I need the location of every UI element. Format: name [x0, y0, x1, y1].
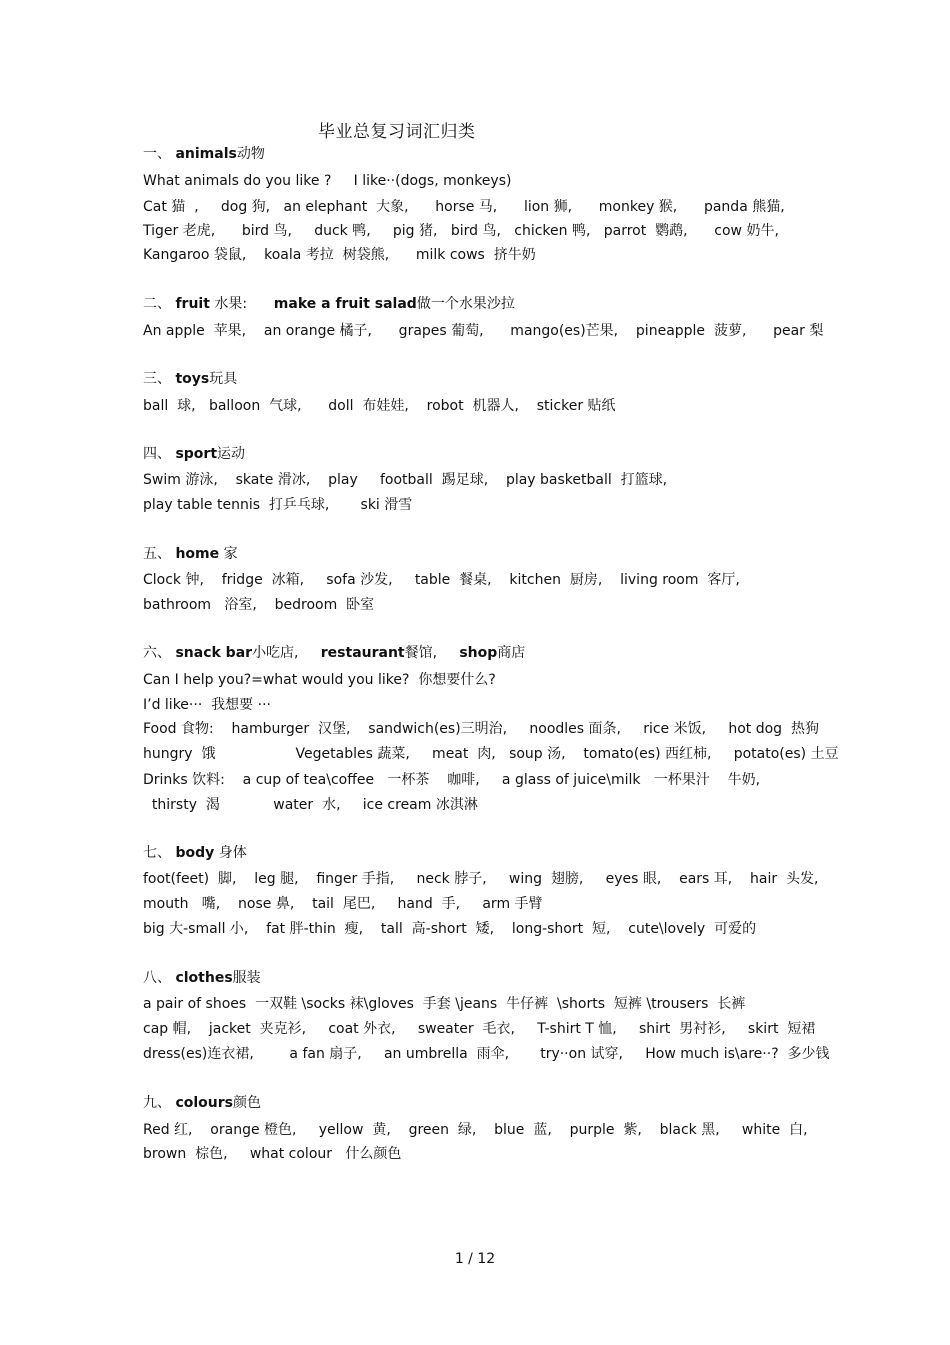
text-line: ball 球, balloon 气球, doll 布娃娃, robot 机器人, sticker 贴纸 [143, 398, 616, 414]
section-keyword-tertiary: shop [459, 645, 498, 661]
section-heading-sport [143, 445, 245, 463]
section-number: 八、 [143, 970, 176, 986]
text-line: Clock 钟, fridge 冰箱, sofa 沙发, table 餐桌, kitchen 厨房, living room 客厅, [143, 572, 740, 588]
section-chinese: 身体 [214, 845, 247, 861]
text-line: Drinks 饮料: a cup of tea\coffee 一杯茶 咖啡, a glass of juice\milk 一杯果汁 牛奶, [143, 772, 761, 788]
text-line: mouth 嘴, nose 鼻, tail 尾巴, hand 手, arm 手臂 [143, 896, 543, 912]
section-keyword: fruit [175, 296, 210, 312]
section-keyword: clothes [175, 970, 233, 986]
section-chinese: 服装 [232, 970, 261, 986]
section-number: 三、 [143, 371, 176, 387]
text-line: What animals do you like ? I like··(dogs, monkeys) [143, 173, 512, 189]
section-number: 七、 [143, 845, 176, 861]
section-keyword: animals [175, 146, 237, 162]
text-line: brown 棕色, what colour 什么颜色 [143, 1146, 402, 1162]
document-title: 毕业总复习词汇归类 [318, 122, 476, 142]
section-chinese: 水果: [209, 296, 274, 312]
section-keyword: body [175, 845, 215, 861]
text-line: Kangaroo 袋鼠, koala 考拉 树袋熊, milk cows 挤牛奶 [143, 247, 536, 263]
text-line: Can I help you?=what would you like? 你想要什么? [143, 672, 496, 688]
section-keyword-secondary: make a fruit salad [273, 296, 417, 312]
section-heading-snack-bar [143, 644, 525, 662]
section-keyword: colours [175, 1095, 233, 1111]
section-heading-toys [143, 370, 237, 388]
section-chinese: 颜色 [233, 1095, 261, 1111]
text-line: big 大-small 小, fat 胖-thin 瘦, tall 高-short 矮, long-short 短, cute\lovely 可爱的 [143, 921, 757, 937]
section-number: 六、 [143, 645, 176, 661]
text-line: An apple 苹果, an orange 橘子, grapes 葡萄, mango(es)芒果, pineapple 菠萝, pear 梨 [143, 323, 824, 339]
section-chinese: 玩具 [209, 371, 238, 387]
section-heading-colours [143, 1094, 261, 1112]
section-number: 九、 [143, 1095, 176, 1111]
text-line: foot(feet) 脚, leg 腿, finger 手指, neck 脖子, wing 翅膀, eyes 眼, ears 耳, hair 头发, [143, 871, 819, 887]
section-heading-fruit [143, 295, 515, 313]
section-keyword: sport [175, 446, 218, 462]
text-line: dress(es)连衣裙, a fan 扇子, an umbrella 雨伞, try··on 试穿, How much is\are··? 多少钱 [143, 1046, 830, 1062]
section-keyword: home [175, 546, 220, 562]
text-line: cap 帽, jacket 夹克衫, coat 外衣, sweater 毛衣, T-shirt T 恤, shirt 男衬衫, skirt 短裙 [143, 1021, 816, 1037]
text-line: Red 红, orange 橙色, yellow 黄, green 绿, blue 蓝, purple 紫, black 黑, white 白, [143, 1122, 808, 1138]
text-line: bathroom 浴室, bedroom 卧室 [143, 597, 375, 613]
section-chinese: 动物 [236, 146, 265, 162]
section-heading-home [143, 545, 238, 563]
section-heading-clothes [143, 969, 261, 987]
section-keyword: toys [175, 371, 210, 387]
section-chinese: 家 [219, 546, 238, 562]
section-heading-body [143, 844, 247, 862]
section-chinese: 运动 [217, 446, 246, 462]
text-line: I’d like··· 我想要 ··· [143, 697, 271, 713]
section-chinese-secondary: 做一个水果沙拉 [416, 296, 515, 312]
text-line: Swim 游泳, skate 滑冰, play football 踢足球, play basketball 打篮球, [143, 472, 668, 488]
section-number: 一、 [143, 146, 176, 162]
section-heading-animals [143, 145, 265, 163]
text-line: Tiger 老虎, bird 鸟, duck 鸭, pig 猪, bird 鸟, chicken 鸭, parrot 鹦鹉, cow 奶牛, [143, 223, 779, 239]
text-line: Food 食物: hamburger 汉堡, sandwich(es)三明治, noodles 面条, rice 米饭, hot dog 热狗 [143, 721, 819, 737]
section-number: 四、 [143, 446, 176, 462]
text-line: play table tennis 打乒乓球, ski 滑雪 [143, 497, 413, 513]
text-line: thirsty 渴 water 水, ice cream 冰淇淋 [143, 797, 478, 813]
section-chinese-secondary: 餐馆, [404, 645, 460, 661]
text-line: a pair of shoes 一双鞋 \socks 袜\gloves 手套 \jeans 牛仔裤 \shorts 短裤 \trousers 长裤 [143, 996, 746, 1012]
section-number: 二、 [143, 296, 176, 312]
section-chinese: 小吃店, [252, 645, 321, 661]
text-line: Cat 猫 , dog 狗, an elephant 大象, horse 马, lion 狮, monkey 猴, panda 熊猫, [143, 199, 785, 215]
text-line: hungry 饿 Vegetables 蔬菜, meat 肉, soup 汤, tomato(es) 西红柿, potato(es) 土豆 [143, 746, 839, 762]
section-chinese-tertiary: 商店 [497, 645, 526, 661]
section-keyword: snack bar [175, 645, 253, 661]
section-keyword-secondary: restaurant [320, 645, 405, 661]
page-number: 1 / 12 [454, 1251, 496, 1267]
section-number: 五、 [143, 546, 176, 562]
